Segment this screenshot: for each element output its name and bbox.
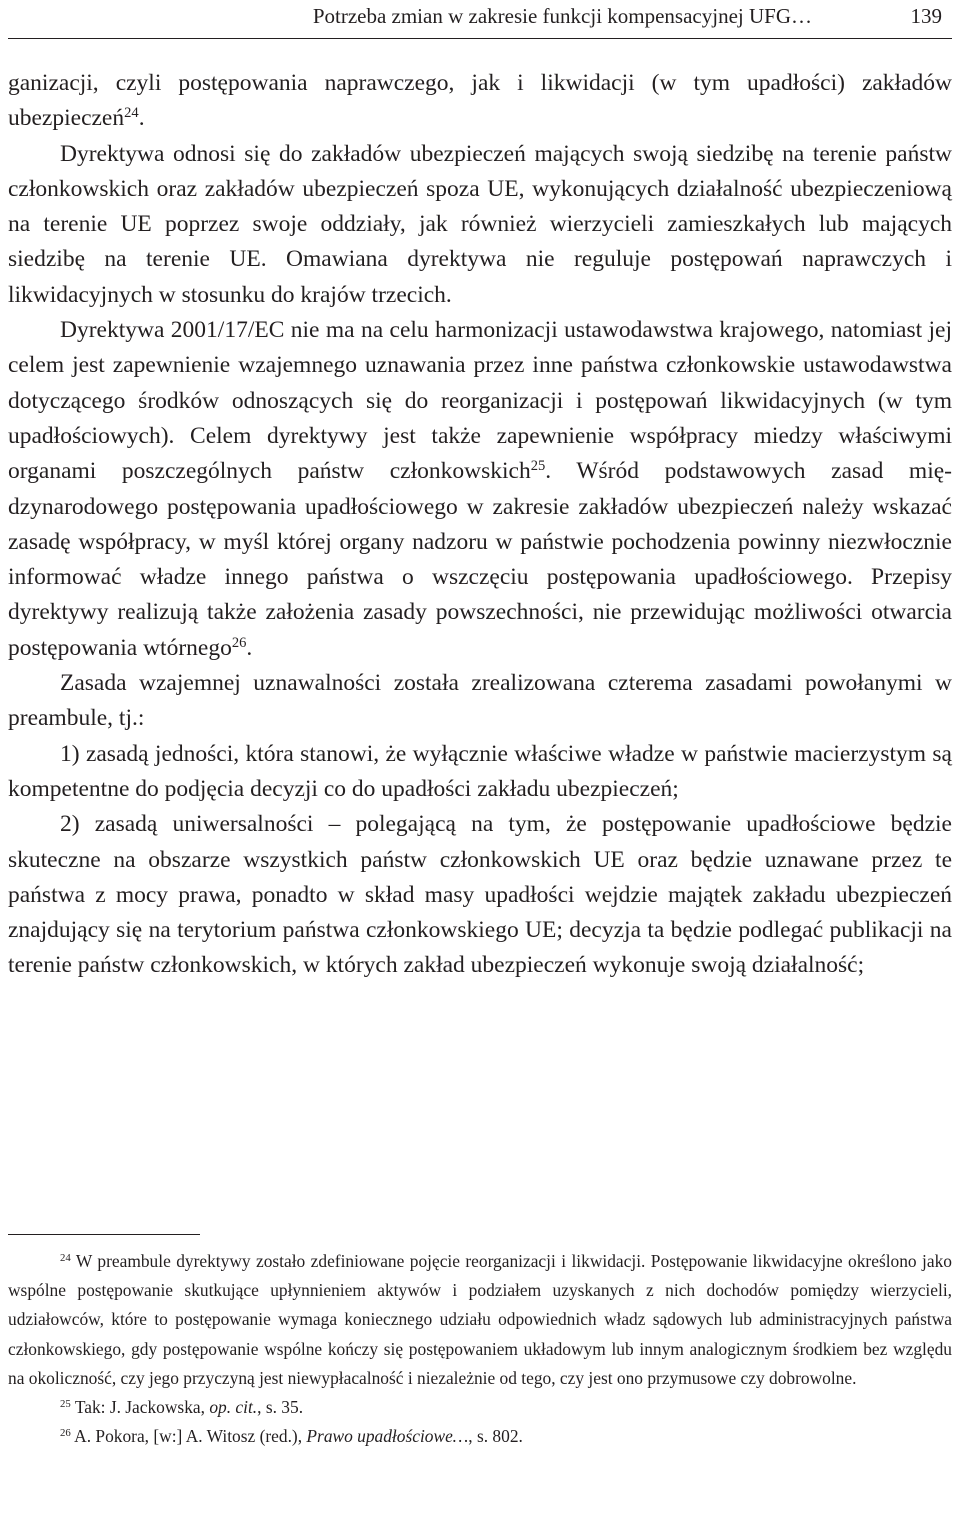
footnote-italic: Prawo upadłościowe… <box>306 1426 469 1447</box>
footnote-text: , s. 802. <box>468 1426 523 1447</box>
paragraph-text: . <box>246 634 253 661</box>
paragraph-continued <box>8 66 952 137</box>
paragraph-text: ganizacji, czyli postępowania naprawczego, jak i likwidacji (w tym upadłości) zakładów ubezpieczeń <box>8 70 952 132</box>
footnote-text: , s. 35. <box>257 1397 304 1418</box>
footnote-number: 25 <box>60 1398 71 1411</box>
footnote-italic: op. cit. <box>209 1397 258 1418</box>
footnote-25 <box>8 1393 952 1422</box>
paragraph-directive-scope: Dyrektywa odnosi się do zakładów ubezpieczeń mających swoją siedzibę na terenie państw członkowskich oraz zakładów ubezpieczeń spoza UE, wykonujących działalność ubezpieczeniową na terenie UE poprzez swoje oddziały, jak również wierzycieli zamieszkałych lub mających siedzibę na terenie UE. Omawiana dyrektywa nie reguluje postępowań naprawczych i likwidacyjnych w stosunku do krajów trzecich. <box>8 140 952 308</box>
footnote-ref: 25 <box>530 458 546 475</box>
list-item-universality-principle: 2) zasadą uniwersalności – polegającą na tym, że postępowanie upadłościowe będzie skuteczne na obszarze wszystkich państw członkowskich UE oraz będzie uznawane przez te państwa z mocy prawa, ponadto w skład masy upadłości wejdzie majątek zakładu ubezpieczeń znajdujący się na terytorium państwa członkowskiego UE; decyzja ta będzie podlegać publikacji na terenie państw członkowskich, w których zakład ubezpieczeń wykonuje swoją działalność; <box>8 811 952 979</box>
footnote-ref: 24 <box>124 105 139 122</box>
footnote-text: A. Pokora, [w:] A. Witosz (red.), <box>74 1426 307 1447</box>
footnote-text: W preambule dyrektywy zostało zdefiniowane pojęcie reorganizacji i likwidacji. Postępowanie likwidacyjne określono jako wspólne postępowanie skutkujące upłynnieniem aktywów i podziałem uzyskanych z nich dochodów pomiędzy wierzycieli, udziałowców, które to postępowanie wymaga koniecznego udziału odpowiednich władz sądowych lub administracyjnych państwa członkowskiego, gdy postępowanie wspólne kończy się postępowaniem układowym lub innym analogicznym środkiem bez względu na okoliczność, czy jego przyczyną jest niewypłacalność i niezależnie od tego, czy jest ono przymusowe czy dobrowolne. <box>8 1251 952 1388</box>
paragraph-text: Dyrektywa 2001/17/EC nie ma na celu harmonizacji ustawodawstwa krajowego, natomiast jej celem jest zapewnienie wzajemnego uznawania przez inne państwa członkowskie ustawodawstwa dotyczącego środków odnoszących się do reorganizacji i postępowań likwidacyjnych (w tym upadłościowych). Celem dyrektywy jest także zapewnienie współpracy miedzy właściwymi organami poszczególnych państw członkowskich <box>8 317 952 485</box>
footnote-text: Tak: J. Jackowska, <box>74 1397 210 1418</box>
footnote-ref: 26 <box>231 634 247 651</box>
paragraph-text: . Wśród podstawowych zasad międzynarodowego postępowania upadłościowego w zakresie zakładów ubezpieczeń należy wskazać zasadę współpracy, w myśl której organy nadzoru w państwie pochodzenia powinny niezwłocznie informować władze innego państwa o wszczęciu postępowania upadłościowego. Przepisy dyrektywy realizują także założenia zasady powszechności, nie przewidując możliwości otwarcia postępowania wtórnego <box>8 458 952 661</box>
list-item-unity-principle: 1) zasadą jedności, która stanowi, że wyłącznie właściwe władze w państwie macierzystym są kompetentne do podjęcia decyzji co do upadłości zakładu ubezpieczeń; <box>8 740 952 802</box>
footnote-separator <box>8 1234 200 1235</box>
main-text <box>8 66 952 984</box>
footnotes <box>8 1247 952 1451</box>
footnote-number: 24 <box>60 1252 71 1265</box>
footnote-26 <box>8 1422 952 1451</box>
paragraph-directive-aims <box>8 313 952 666</box>
footnote-number: 26 <box>60 1427 71 1440</box>
running-head <box>8 0 952 39</box>
paragraph-text: . <box>138 105 145 132</box>
running-title: Potrzeba zmian w zakresie funkcji kompensacyjnej UFG… <box>312 4 812 28</box>
paragraph-mutual-recognition: Zasada wzajemnej uznawalności została zrealizowana czterema zasadami powołanymi w preambule, tj.: <box>8 670 952 732</box>
page-number: 139 <box>910 4 942 28</box>
footnote-24 <box>8 1247 952 1393</box>
